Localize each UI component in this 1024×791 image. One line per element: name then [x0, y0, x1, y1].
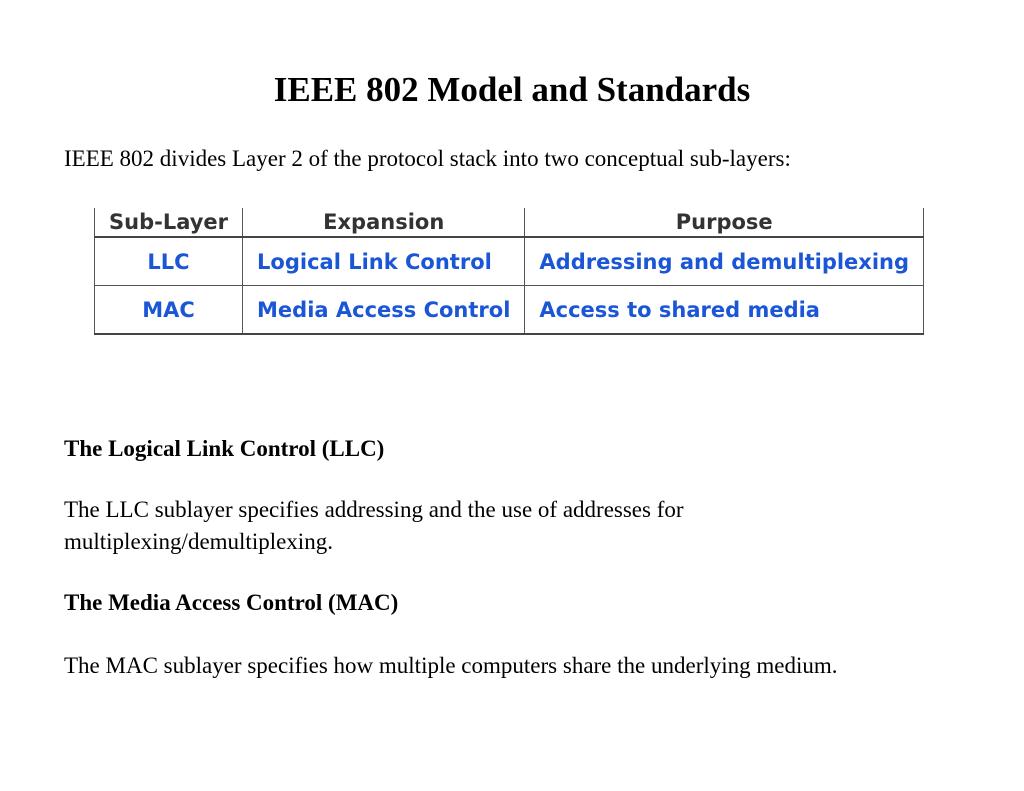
- cell-purpose: Access to shared media: [525, 286, 924, 335]
- llc-paragraph-line-2: multiplexing/demultiplexing.: [64, 529, 333, 554]
- llc-paragraph-line-1: The LLC sublayer specifies addressing and the use of addresses for: [64, 497, 684, 522]
- header-sublayer: Sub-Layer: [95, 208, 243, 237]
- mac-heading: The Media Access Control (MAC): [64, 590, 399, 615]
- table-row: [95, 286, 924, 335]
- cell-expansion: Media Access Control: [243, 286, 525, 335]
- mac-paragraph: The MAC sublayer specifies how multiple computers share the underlying medium.: [64, 653, 838, 678]
- header-purpose: Purpose: [525, 208, 924, 237]
- table-header-row: [95, 208, 924, 237]
- intro-text: IEEE 802 divides Layer 2 of the protocol stack into two conceptual sub-layers:: [64, 146, 791, 171]
- cell-purpose: Addressing and demultiplexing: [525, 237, 924, 286]
- table-row: [95, 237, 924, 286]
- cell-expansion: Logical Link Control: [243, 237, 525, 286]
- cell-sublayer: LLC: [95, 237, 243, 286]
- page-title: IEEE 802 Model and Standards: [273, 70, 751, 109]
- llc-heading: The Logical Link Control (LLC): [64, 436, 385, 461]
- header-expansion: Expansion: [243, 208, 525, 237]
- cell-sublayer: MAC: [95, 286, 243, 335]
- sublayer-table: [94, 208, 924, 335]
